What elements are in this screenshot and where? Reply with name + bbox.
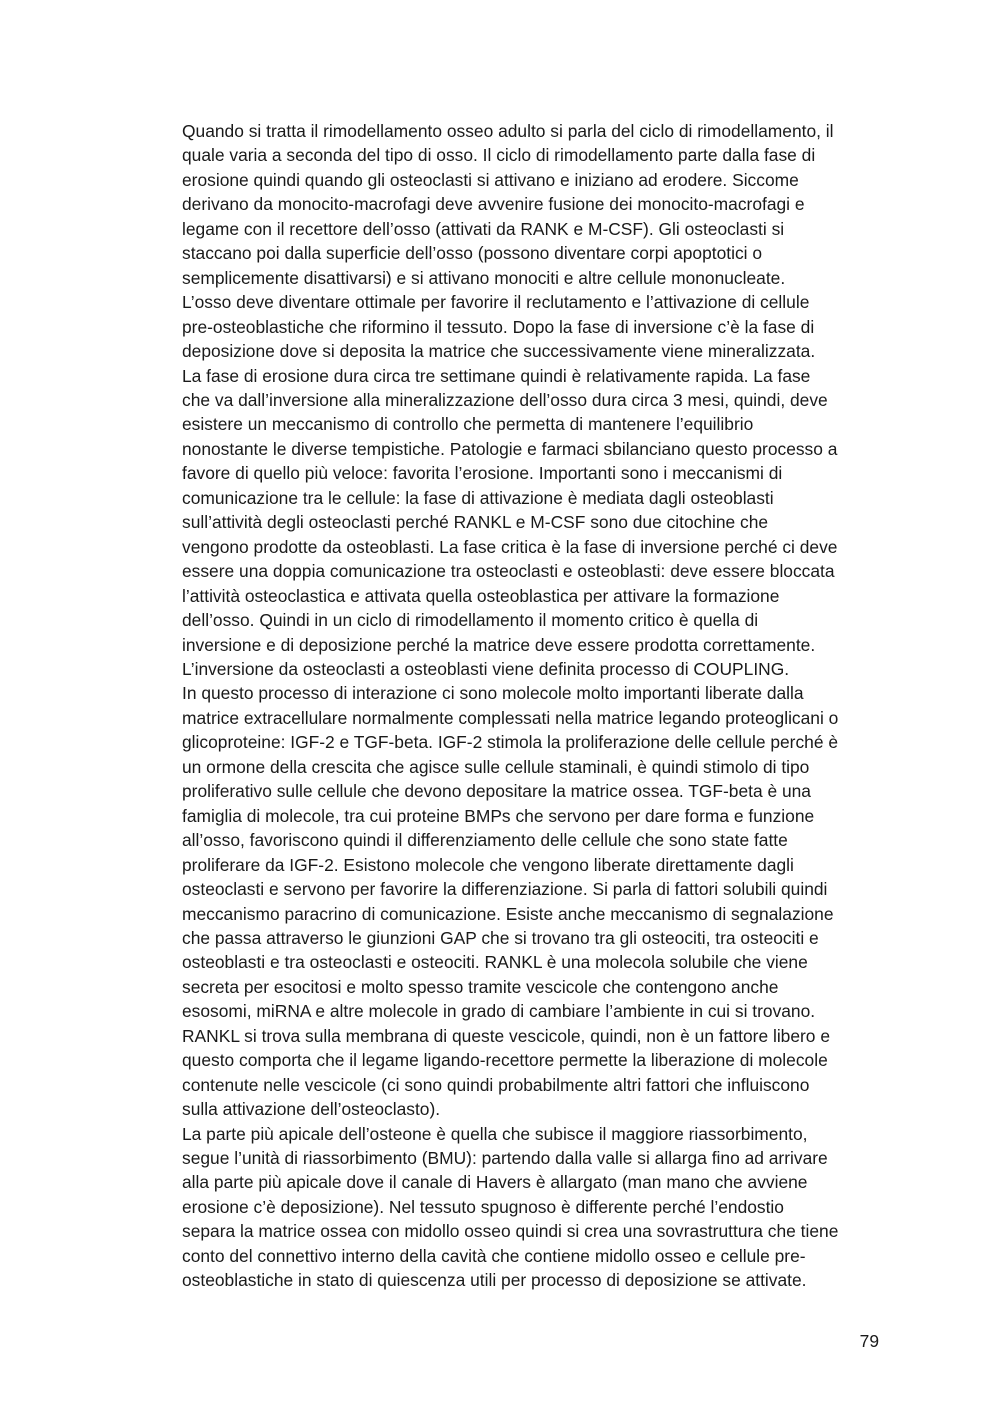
text-line: nonostante le diverse tempistiche. Patologie e farmaci sbilanciano questo processo a (182, 438, 838, 459)
text-line: conto del connettivo interno della cavità che contiene midollo osseo e cellule pre- (182, 1245, 806, 1266)
text-line: meccanismo paracrino di comunicazione. Esiste anche meccanismo di segnalazione (182, 903, 834, 924)
text-line: contenute nelle vescicole (ci sono quindi probabilmente altri fattori che influiscono (182, 1074, 810, 1095)
text-line: osteoblastiche in stato di quiescenza utili per processo di deposizione se attivate. (182, 1270, 807, 1291)
text-line: La parte più apicale dell’osteone è quella che subisce il maggiore riassorbimento, (182, 1123, 808, 1144)
text-line: questo comporta che il legame ligando-recettore permette la liberazione di molecole (182, 1050, 828, 1071)
text-line: deposizione dove si deposita la matrice che successivamente viene mineralizzata. (182, 341, 816, 362)
text-line: segue l’unità di riassorbimento (BMU): partendo dalla valle si allarga fino ad arrivare (182, 1148, 828, 1169)
text-line: all’osso, favoriscono quindi il differenziamento delle cellule che sono state fatte (182, 830, 788, 851)
text-line: un ormone della crescita che agisce sulle cellule staminali, è quindi stimolo di tipo (182, 756, 810, 777)
text-line: L’osso deve diventare ottimale per favorire il reclutamento e l’attivazione di cellule (182, 292, 810, 313)
text-line: In questo processo di interazione ci sono molecole molto importanti liberate dalla (182, 683, 804, 704)
text-line: osteoclasti e servono per favorire la differenziazione. Si parla di fattori solubili quindi (182, 879, 828, 900)
text-line: vengono prodotte da osteoblasti. La fase critica è la fase di inversione perché ci deve (182, 536, 838, 557)
text-line: erosione quindi quando gli osteoclasti si attivano e iniziano ad erodere. Siccome (182, 169, 799, 190)
text-line: esistere un meccanismo di controllo che permetta di mantenere l’equilibrio (182, 414, 754, 435)
text-line: che passa attraverso le giunzioni GAP che si trovano tra gli osteociti, tra osteociti e (182, 927, 819, 948)
text-line: proliferativo sulle cellule che devono depositare la matrice ossea. TGF-beta è una (182, 781, 811, 802)
text-line: dell’osso. Quindi in un ciclo di rimodellamento il momento critico è quella di (182, 610, 759, 631)
text-line: esosomi, miRNA e altre molecole in grado di cambiare l’ambiente in cui si trovano. (182, 1001, 816, 1022)
text-line: l’attività osteoclastica e attivata quella osteoblastica per attivare la formazione (182, 585, 780, 606)
text-line: che va dall’inversione alla mineralizzazione dell’osso dura circa 3 mesi, quindi, deve (182, 389, 828, 410)
text-line: proliferare da IGF-2. Esistono molecole che vengono liberate direttamente dagli (182, 854, 794, 875)
text-line: sulla attivazione dell’osteoclasto). (182, 1099, 441, 1120)
text-line: essere una doppia comunicazione tra osteoclasti e osteoblasti: deve essere bloccata (182, 561, 835, 582)
text-line: osteoblasti e tra osteoclasti e osteociti. RANKL è una molecola solubile che viene (182, 952, 808, 973)
text-line: derivano da monocito-macrofagi deve avvenire fusione dei monocito-macrofagi e (182, 194, 805, 215)
text-line: sull’attività degli osteoclasti perché RANKL e M-CSF sono due citochine che (182, 512, 769, 533)
text-line: L’inversione da osteoclasti a osteoblasti viene definita processo di COUPLING. (182, 658, 790, 679)
text-line: matrice extracellulare normalmente complessati nella matrice legando proteoglicani o (182, 707, 839, 728)
page-number: 79 (859, 1331, 879, 1351)
text-line: separa la matrice ossea con midollo osseo quindi si crea una sovrastruttura che tiene (182, 1221, 839, 1242)
text-line: RANKL si trova sulla membrana di queste vescicole, quindi, non è un fattore libero e (182, 1025, 830, 1046)
text-line: pre-osteoblastiche che riformino il tessuto. Dopo la fase di inversione c’è la fase di (182, 316, 815, 337)
text-line: staccano poi dalla superficie dell’osso (possono diventare corpi apoptotici o (182, 243, 763, 264)
text-line: erosione c’è deposizione). Nel tessuto spugnoso è differente perché l’endostio (182, 1196, 784, 1217)
text-line: comunicazione tra le cellule: la fase di attivazione è mediata dagli osteoblasti (182, 487, 774, 508)
text-line: semplicemente disattivarsi) e si attivano monociti e altre cellule mononucleate. (182, 267, 786, 288)
text-line: inversione e di deposizione perché la matrice deve essere prodotta correttamente. (182, 634, 816, 655)
text-line: quale varia a seconda del tipo di osso. Il ciclo di rimodellamento parte dalla fase di (182, 145, 816, 166)
body-text (182, 119, 892, 1293)
text-line: alla parte più apicale dove il canale di Havers è allargato (man mano che avviene (182, 1172, 808, 1193)
text-line: favore di quello più veloce: favorita l’erosione. Importanti sono i meccanismi di (182, 463, 783, 484)
text-line: glicoproteine: IGF-2 e TGF-beta. IGF-2 stimola la proliferazione delle cellule perché è (182, 732, 838, 753)
text-line: La fase di erosione dura circa tre settimane quindi è relativamente rapida. La fase (182, 365, 811, 386)
text-line: legame con il recettore dell’osso (attivati da RANK e M-CSF). Gli osteoclasti si (182, 218, 785, 239)
text-line: Quando si tratta il rimodellamento osseo adulto si parla del ciclo di rimodellamento, il (182, 121, 834, 141)
text-line: secreta per esocitosi e molto spesso tramite vescicole che contengono anche (182, 976, 779, 997)
text-line: famiglia di molecole, tra cui proteine BMPs che servono per dare forma e funzione (182, 805, 815, 826)
